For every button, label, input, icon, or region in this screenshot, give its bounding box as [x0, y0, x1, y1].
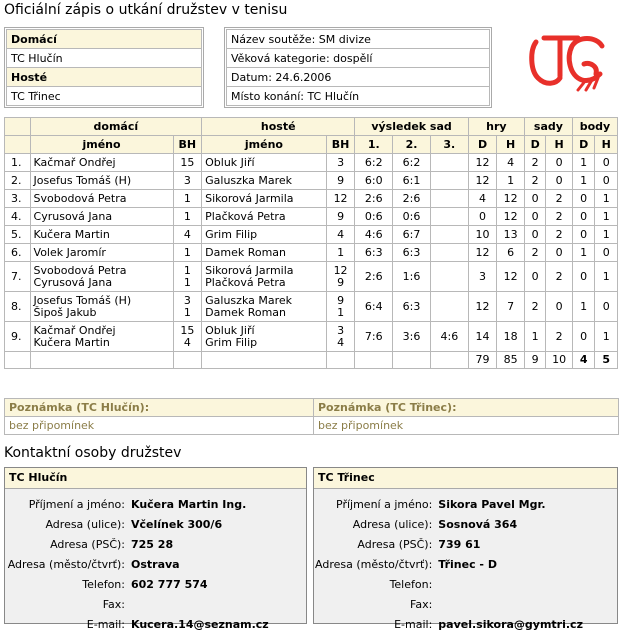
games-home: 14 — [468, 322, 497, 352]
contact-field-row — [5, 494, 270, 514]
guest-player-rank — [326, 154, 355, 172]
guest-player — [202, 154, 327, 172]
contact-field-value: pavel.sikora@gymtri.cz — [438, 617, 583, 631]
guest-team: TC Třinec — [7, 87, 202, 106]
competition-name: Název soutěže: SM divize — [227, 30, 490, 49]
games-guest: 1 — [497, 172, 525, 190]
match-number: 5. — [5, 226, 31, 244]
sets-guest: 2 — [546, 322, 573, 352]
contacts-title: Kontaktní osoby družstev — [4, 445, 182, 461]
contact-field-label: Příjmení a jméno: — [28, 497, 125, 511]
guest-player — [202, 172, 327, 190]
guest-player-line: Plačková Petra — [205, 209, 286, 223]
home-player-line: Šipoš Jakub — [33, 305, 97, 319]
contact-field-row — [5, 574, 270, 594]
points-guest: 0 — [595, 154, 618, 172]
set-2-score: 6:2 — [393, 154, 431, 172]
notes-table — [4, 398, 619, 435]
contact-field-label: Adresa (ulice): — [45, 517, 125, 531]
total-sets-guest: 10 — [546, 352, 573, 369]
subheader-d: D — [572, 136, 594, 154]
contact-field-row — [5, 594, 270, 614]
set-1-score: 6:4 — [355, 292, 393, 322]
set-2-score: 6:3 — [393, 244, 431, 262]
sets-guest: 2 — [546, 226, 573, 244]
header-home: domácí — [30, 118, 202, 136]
match-row — [5, 190, 618, 208]
home-player — [30, 244, 173, 262]
points-guest: 1 — [595, 226, 618, 244]
guest-player-rank — [326, 190, 355, 208]
set-2-score: 1:6 — [393, 262, 431, 292]
home-player — [30, 322, 173, 352]
set-2-score: 0:6 — [393, 208, 431, 226]
home-player-line: Josefus Tomáš (H) — [33, 173, 132, 187]
points-guest: 0 — [595, 292, 618, 322]
points-home: 1 — [572, 244, 594, 262]
home-player-rank-line: 15 — [180, 323, 195, 337]
home-player-rank-line: 1 — [183, 263, 191, 277]
home-player-rank-line: 3 — [183, 293, 191, 307]
home-player — [30, 226, 173, 244]
contact-field-value: 602 777 574 — [131, 577, 208, 591]
age-category: Věková kategorie: dospělí — [227, 49, 490, 68]
guest-player-rank-line: 12 — [333, 191, 348, 205]
guest-player-rank-line: 3 — [337, 323, 345, 337]
contact-field-value: 739 61 — [438, 537, 481, 551]
guest-player-line: Damek Roman — [205, 305, 287, 319]
guest-player-rank-line: 12 — [333, 263, 348, 277]
sets-home: 2 — [524, 244, 545, 262]
contact-field-row — [314, 514, 584, 534]
contact-field-value: Kučera Martin Ing. — [131, 497, 247, 511]
home-player-line: Josefus Tomáš (H) — [33, 293, 132, 307]
subheader-set-2: 2. — [393, 136, 431, 154]
sets-guest: 0 — [546, 154, 573, 172]
contact-field-label: Adresa (město/čtvrť): — [7, 557, 125, 571]
games-guest: 12 — [497, 190, 525, 208]
set-3-score — [430, 226, 468, 244]
points-guest: 1 — [595, 322, 618, 352]
match-row — [5, 208, 618, 226]
contact-field-value: Sosnová 364 — [438, 517, 518, 531]
home-player-rank-line: 1 — [183, 209, 191, 223]
match-row — [5, 322, 618, 352]
contact-field-row — [314, 574, 584, 594]
contact-field-row — [314, 494, 584, 514]
games-home: 3 — [468, 262, 497, 292]
sets-guest: 2 — [546, 208, 573, 226]
contact-field-label: E-mail: — [86, 617, 125, 631]
contact-team-name: TC Hlučín — [5, 468, 306, 489]
contact-field-value — [437, 594, 584, 614]
subheader-set-1: 1. — [355, 136, 393, 154]
contact-field-label: Příjmení a jméno: — [336, 497, 433, 511]
set-2-score: 2:6 — [393, 190, 431, 208]
home-player-line: Volek Jaromír — [33, 245, 106, 259]
points-home: 1 — [572, 172, 594, 190]
home-player-rank — [173, 244, 202, 262]
guest-player-rank-line: 4 — [337, 335, 345, 349]
subheader-h: H — [595, 136, 618, 154]
home-player — [30, 262, 173, 292]
contact-field-label: Telefon: — [82, 577, 125, 591]
match-number: 4. — [5, 208, 31, 226]
contact-field-label: Adresa (PSČ): — [50, 537, 125, 551]
home-player-line: Cyrusová Jana — [33, 275, 113, 289]
games-home: 0 — [468, 208, 497, 226]
guest-note-label: Poznámka (TC Třinec): — [314, 399, 619, 417]
sets-home: 0 — [524, 190, 545, 208]
home-player — [30, 292, 173, 322]
guest-player-rank-line: 9 — [337, 275, 345, 289]
home-note-label: Poznámka (TC Hlučín): — [5, 399, 314, 417]
home-player-rank-line: 3 — [183, 173, 191, 187]
points-home: 0 — [572, 226, 594, 244]
contact-field-label: Fax: — [410, 597, 433, 611]
contact-team-name: TC Třinec — [314, 468, 617, 489]
contact-field-value: Ostrava — [131, 557, 180, 571]
games-guest: 7 — [497, 292, 525, 322]
home-player-rank-line: 1 — [183, 191, 191, 205]
guest-player-rank-line: 1 — [337, 305, 345, 319]
contact-field-row — [5, 614, 270, 634]
contact-field-value: Včelínek 300/6 — [131, 517, 223, 531]
sets-home: 2 — [524, 292, 545, 322]
sets-home: 0 — [524, 226, 545, 244]
sets-guest: 0 — [546, 292, 573, 322]
contact-field-value — [130, 594, 270, 614]
guest-player — [202, 262, 327, 292]
home-player-line: Kačmař Ondřej — [33, 155, 116, 169]
contact-field-label: Telefon: — [389, 577, 433, 591]
games-guest: 18 — [497, 322, 525, 352]
set-1-score: 2:6 — [355, 190, 393, 208]
match-date: Datum: 24.6.2006 — [227, 68, 490, 87]
sets-home: 1 — [524, 322, 545, 352]
games-guest: 6 — [497, 244, 525, 262]
set-1-score: 6:3 — [355, 244, 393, 262]
header-guests: hosté — [202, 118, 355, 136]
guest-player — [202, 208, 327, 226]
home-player-rank — [173, 172, 202, 190]
total-sets-home: 9 — [524, 352, 545, 369]
guest-player-line: Galuszka Marek — [205, 293, 293, 307]
contact-card-home — [4, 467, 307, 631]
points-guest: 1 — [595, 190, 618, 208]
guest-player-line: Grim Filip — [205, 335, 258, 349]
guest-player-line: Sikorová Jarmila — [205, 191, 294, 205]
home-player-rank-line: 1 — [183, 245, 191, 259]
match-row — [5, 172, 618, 190]
contact-field-value: Kucera.14@seznam.cz — [131, 617, 269, 631]
home-team: TC Hlučín — [7, 49, 202, 68]
total-games-home: 79 — [468, 352, 497, 369]
home-player-rank — [173, 190, 202, 208]
guest-label: Hosté — [7, 68, 202, 87]
set-1-score: 6:2 — [355, 154, 393, 172]
points-home: 0 — [572, 208, 594, 226]
home-player-line: Svobodová Petra — [33, 191, 127, 205]
header-points: body — [572, 118, 617, 136]
points-home: 0 — [572, 190, 594, 208]
home-player — [30, 190, 173, 208]
home-player-line: Cyrusová Jana — [33, 209, 113, 223]
set-3-score — [430, 208, 468, 226]
games-guest: 4 — [497, 154, 525, 172]
home-player-rank — [173, 262, 202, 292]
guest-player-line: Obluk Jiří — [205, 155, 255, 169]
contact-field-row — [314, 554, 584, 574]
points-guest: 0 — [595, 244, 618, 262]
games-guest: 12 — [497, 262, 525, 292]
tc-trinec-logo-icon — [526, 30, 610, 92]
home-player — [30, 208, 173, 226]
guest-player-line: Galuszka Marek — [205, 173, 293, 187]
contact-field-row — [5, 514, 270, 534]
home-player-rank — [173, 226, 202, 244]
contact-field-label: Adresa (ulice): — [352, 517, 433, 531]
guest-player-rank-line: 9 — [337, 293, 345, 307]
subheader-name: jméno — [30, 136, 173, 154]
home-player-line: Svobodová Petra — [33, 263, 127, 277]
set-3-score — [430, 262, 468, 292]
contact-field-row — [314, 594, 584, 614]
points-guest: 1 — [595, 208, 618, 226]
teams-box — [4, 27, 204, 108]
guest-player-rank-line: 4 — [337, 227, 345, 241]
match-number: 8. — [5, 292, 31, 322]
contact-card-guest — [313, 467, 618, 631]
home-player-line: Kučera Martin — [33, 227, 110, 241]
match-row — [5, 154, 618, 172]
home-player-line: Kačmař Ondřej — [33, 323, 116, 337]
match-venue: Místo konání: TC Hlučín — [227, 87, 490, 106]
games-guest: 12 — [497, 208, 525, 226]
subheader-d: D — [524, 136, 545, 154]
points-home: 1 — [572, 292, 594, 322]
guest-player-rank — [326, 244, 355, 262]
home-player-rank-line: 1 — [183, 305, 191, 319]
contact-field-label: Adresa (město/čtvrť): — [315, 557, 433, 571]
subheader-bh: BH — [173, 136, 202, 154]
contact-field-row — [314, 614, 584, 634]
home-player-rank-line: 4 — [183, 335, 191, 349]
header-sets: sady — [524, 118, 572, 136]
set-3-score — [430, 190, 468, 208]
guest-player-rank-line: 3 — [337, 155, 345, 169]
guest-player-rank — [326, 172, 355, 190]
contact-field-value: Třinec - D — [438, 557, 497, 571]
contact-fields — [5, 494, 270, 634]
set-1-score: 0:6 — [355, 208, 393, 226]
home-player-rank — [173, 292, 202, 322]
contact-field-label: E-mail: — [394, 617, 433, 631]
match-row — [5, 244, 618, 262]
subheader-set-3: 3. — [430, 136, 468, 154]
match-number: 3. — [5, 190, 31, 208]
points-home: 0 — [572, 262, 594, 292]
total-games-guest: 85 — [497, 352, 525, 369]
home-player-rank — [173, 208, 202, 226]
home-player-rank — [173, 322, 202, 352]
guest-player — [202, 190, 327, 208]
home-player-rank-line: 4 — [183, 227, 191, 241]
contact-field-value: 725 28 — [131, 537, 174, 551]
sets-home: 0 — [524, 262, 545, 292]
total-points-guest: 5 — [595, 352, 618, 369]
guest-player-rank-line: 1 — [337, 245, 345, 259]
home-player — [30, 154, 173, 172]
contact-field-row — [314, 534, 584, 554]
set-3-score — [430, 172, 468, 190]
set-1-score: 6:0 — [355, 172, 393, 190]
home-player-rank — [173, 154, 202, 172]
points-home: 0 — [572, 322, 594, 352]
totals-row — [5, 352, 618, 369]
guest-note-value: bez připomínek — [314, 417, 619, 435]
guest-player-rank — [326, 322, 355, 352]
home-label: Domácí — [7, 30, 202, 49]
sets-home: 2 — [524, 154, 545, 172]
match-info-box — [224, 27, 492, 108]
home-note-value: bez připomínek — [5, 417, 314, 435]
sets-home: 2 — [524, 172, 545, 190]
set-1-score: 2:6 — [355, 262, 393, 292]
guest-player-rank — [326, 262, 355, 292]
guest-player-rank — [326, 226, 355, 244]
subheader-h: H — [546, 136, 573, 154]
guest-player — [202, 244, 327, 262]
match-row — [5, 226, 618, 244]
set-2-score: 3:6 — [393, 322, 431, 352]
set-2-score: 6:3 — [393, 292, 431, 322]
home-player-rank-line: 1 — [183, 275, 191, 289]
sets-guest: 0 — [546, 172, 573, 190]
contact-field-value: Sikora Pavel Mgr. — [438, 497, 546, 511]
contact-field-label: Adresa (PSČ): — [357, 537, 433, 551]
set-2-score: 6:1 — [393, 172, 431, 190]
contact-field-label: Fax: — [102, 597, 125, 611]
guest-player-line: Grim Filip — [205, 227, 258, 241]
contact-fields — [314, 494, 584, 634]
guest-player-rank — [326, 208, 355, 226]
points-home: 1 — [572, 154, 594, 172]
header-games: hry — [468, 118, 524, 136]
match-number: 1. — [5, 154, 31, 172]
home-player — [30, 172, 173, 190]
games-home: 12 — [468, 172, 497, 190]
games-home: 12 — [468, 244, 497, 262]
page-title: Oficiální zápis o utkání družstev v tenisu — [4, 2, 288, 18]
subheader-name: jméno — [202, 136, 327, 154]
set-2-score: 6:7 — [393, 226, 431, 244]
set-1-score: 4:6 — [355, 226, 393, 244]
points-guest: 0 — [595, 172, 618, 190]
games-home: 10 — [468, 226, 497, 244]
match-number: 9. — [5, 322, 31, 352]
guest-player — [202, 226, 327, 244]
sets-guest: 0 — [546, 244, 573, 262]
header-set-result: výsledek sad — [355, 118, 468, 136]
total-points-home: 4 — [572, 352, 594, 369]
set-3-score — [430, 154, 468, 172]
contact-field-row — [5, 534, 270, 554]
guest-player — [202, 322, 327, 352]
guest-player-line: Sikorová Jarmila — [205, 263, 294, 277]
guest-player-rank-line: 9 — [337, 209, 345, 223]
guest-player — [202, 292, 327, 322]
match-number: 6. — [5, 244, 31, 262]
contact-field-value — [437, 574, 584, 594]
match-number: 2. — [5, 172, 31, 190]
set-3-score: 4:6 — [430, 322, 468, 352]
contact-field-row — [5, 554, 270, 574]
sets-guest: 2 — [546, 262, 573, 292]
match-row — [5, 262, 618, 292]
sets-home: 0 — [524, 208, 545, 226]
games-home: 12 — [468, 154, 497, 172]
guest-player-line: Obluk Jiří — [205, 323, 255, 337]
subheader-d: D — [468, 136, 497, 154]
match-row — [5, 292, 618, 322]
guest-player-rank — [326, 292, 355, 322]
subheader-bh: BH — [326, 136, 355, 154]
set-1-score: 7:6 — [355, 322, 393, 352]
home-player-rank-line: 15 — [180, 155, 195, 169]
games-home: 4 — [468, 190, 497, 208]
subheader-h: H — [497, 136, 525, 154]
guest-player-rank-line: 9 — [337, 173, 345, 187]
guest-player-line: Damek Roman — [205, 245, 287, 259]
set-3-score — [430, 292, 468, 322]
results-table — [4, 117, 618, 369]
points-guest: 1 — [595, 262, 618, 292]
games-guest: 13 — [497, 226, 525, 244]
sets-guest: 2 — [546, 190, 573, 208]
home-player-line: Kučera Martin — [33, 335, 110, 349]
set-3-score — [430, 244, 468, 262]
match-number: 7. — [5, 262, 31, 292]
guest-player-line: Plačková Petra — [205, 275, 286, 289]
games-home: 12 — [468, 292, 497, 322]
